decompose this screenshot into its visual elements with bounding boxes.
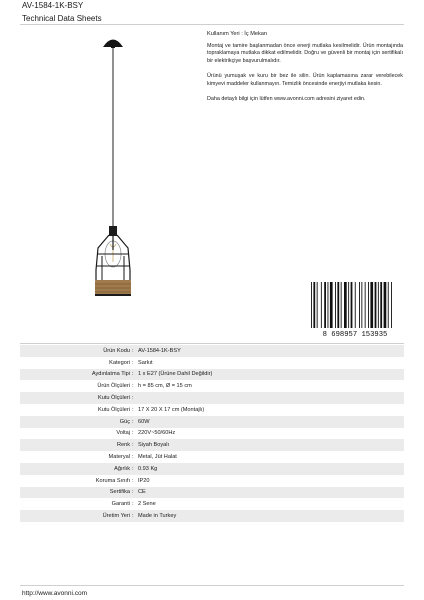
spec-label: Güç bbox=[119, 418, 130, 425]
table-row bbox=[20, 487, 404, 499]
spec-value: Siyah Boyalı bbox=[138, 442, 170, 449]
spec-label: Kategori bbox=[109, 359, 130, 366]
spec-label: Garanti bbox=[111, 501, 130, 508]
barcode-bar bbox=[324, 282, 326, 328]
barcode-bar bbox=[368, 282, 369, 328]
pendant-lamp-image bbox=[78, 30, 148, 310]
website-note: Daha detaylı bilgi için lütfen www.avonni.com adresini ziyaret edin. bbox=[207, 96, 366, 103]
barcode-bar bbox=[391, 282, 392, 328]
barcode-bar bbox=[330, 282, 333, 328]
spec-value: 0.93 Kg bbox=[138, 465, 158, 472]
spec-value: h = 85 cm, Ø = 15 cm bbox=[138, 383, 192, 390]
spec-separator: : bbox=[132, 371, 134, 378]
spec-separator: : bbox=[132, 383, 134, 390]
spec-label: Aydınlatma Tipi bbox=[91, 371, 130, 378]
table-row bbox=[20, 498, 404, 510]
table-row bbox=[20, 463, 404, 475]
barcode-bars bbox=[311, 282, 392, 328]
barcode-bar bbox=[380, 282, 382, 328]
spec-separator: : bbox=[132, 513, 134, 520]
spec-separator: : bbox=[132, 347, 134, 354]
spec-label: Koruma Sınıfı bbox=[95, 477, 130, 484]
cleaning-note: Ürünü yumuşak ve kuru bir bez ile silin. Ürün kaplamasına zarar verebilecek kimyevi maddeler kullanmayın. Temizlik öncesinde enerjiyi mutlaka kesin. bbox=[207, 73, 403, 87]
barcode-bar bbox=[317, 282, 318, 328]
table-row bbox=[20, 416, 404, 428]
document-subtitle: Technical Data Sheets bbox=[22, 14, 102, 23]
barcode-digits: 8 698957 153935 bbox=[322, 331, 388, 338]
usage-location: Kullanım Yeri : İç Mekan bbox=[207, 31, 268, 37]
table-row bbox=[20, 357, 404, 369]
spec-table bbox=[20, 345, 404, 522]
header-divider bbox=[20, 24, 404, 25]
barcode-bar bbox=[361, 282, 362, 328]
spec-label: Voltaj bbox=[116, 430, 130, 437]
spec-separator: : bbox=[132, 442, 134, 449]
barcode-bar bbox=[351, 282, 353, 328]
barcode-bar bbox=[375, 282, 377, 328]
barcode-bar bbox=[313, 282, 315, 328]
spec-separator: : bbox=[132, 430, 134, 437]
spec-value: 220V~50/60Hz bbox=[138, 430, 176, 437]
table-row bbox=[20, 451, 404, 463]
product-code-title: AV-1584-1K-BSY bbox=[22, 1, 84, 10]
table-row bbox=[20, 392, 404, 404]
barcode-bar bbox=[335, 282, 336, 328]
barcode-bar bbox=[337, 282, 339, 328]
barcode-bar bbox=[344, 282, 347, 328]
spec-value: IP20 bbox=[138, 477, 150, 484]
spec-value: 2 Sene bbox=[138, 501, 156, 508]
table-row bbox=[20, 380, 404, 392]
spec-value: 17 X 20 X 17 cm (Montajlı) bbox=[138, 406, 205, 413]
footer-divider bbox=[20, 585, 404, 586]
table-row bbox=[20, 439, 404, 451]
spec-separator: : bbox=[132, 418, 134, 425]
barcode-bar bbox=[378, 282, 379, 328]
barcode-bar bbox=[359, 282, 360, 328]
notes bbox=[207, 43, 403, 111]
barcode-bar bbox=[388, 282, 389, 328]
table-row bbox=[20, 345, 404, 357]
spec-separator: : bbox=[132, 406, 134, 413]
spec-value: 60W bbox=[138, 418, 150, 425]
spec-separator: : bbox=[132, 489, 134, 496]
safety-note: Montaj ve tamire başlanmadan önce enerji mutlaka kesilmelidir. Ürün montajında topraklamaya mutlaka dikkat edilmelidir. Doğru ve güvenli bir montaj için sertifikalı bir elektrikçiye başvurulmalıdır. bbox=[207, 43, 403, 64]
spec-label: Ağırlık bbox=[114, 465, 130, 472]
table-row bbox=[20, 428, 404, 440]
spec-label: Materyal bbox=[108, 454, 130, 461]
spec-separator: : bbox=[132, 501, 134, 508]
spec-separator: : bbox=[132, 477, 134, 484]
table-top-divider bbox=[20, 343, 404, 344]
footer-url[interactable]: http://www.avonni.com bbox=[22, 590, 88, 597]
barcode-bar bbox=[341, 282, 342, 328]
spec-value: 1 x E27 (Ürüne Dahil Değildir) bbox=[138, 371, 213, 378]
spec-value: CE bbox=[138, 489, 146, 496]
barcode bbox=[309, 282, 401, 338]
spec-separator: : bbox=[132, 454, 134, 461]
spec-value: AV-1584-1K-BSY bbox=[138, 347, 181, 354]
barcode-bar bbox=[355, 282, 356, 328]
spec-value: Sarkıt bbox=[138, 359, 153, 366]
table-row bbox=[20, 369, 404, 381]
spec-label: Ürün Ölçüleri bbox=[97, 383, 130, 390]
barcode-bar bbox=[321, 282, 322, 328]
barcode-bar bbox=[370, 282, 373, 328]
spec-separator: : bbox=[132, 359, 134, 366]
spec-separator: : bbox=[132, 395, 134, 402]
spec-value: Metal, Jüt Halat bbox=[138, 454, 177, 461]
barcode-bar bbox=[384, 282, 387, 328]
spec-label: Üretim Yeri bbox=[102, 513, 130, 520]
spec-label: Ürün Kodu bbox=[103, 347, 130, 354]
table-row bbox=[20, 510, 404, 522]
barcode-bar bbox=[365, 282, 366, 328]
barcode-bar bbox=[328, 282, 329, 328]
table-row bbox=[20, 475, 404, 487]
table-row bbox=[20, 404, 404, 416]
barcode-bar bbox=[348, 282, 349, 328]
spec-separator: : bbox=[132, 465, 134, 472]
spec-value: Made in Turkey bbox=[138, 513, 177, 520]
spec-label: Kutu Ölçüleri bbox=[97, 395, 130, 402]
spec-label: Renk bbox=[116, 442, 130, 449]
barcode-bar bbox=[311, 282, 312, 328]
spec-label: Sertifika bbox=[109, 489, 130, 496]
spec-label: Kutu Ölçüleri bbox=[97, 406, 130, 413]
